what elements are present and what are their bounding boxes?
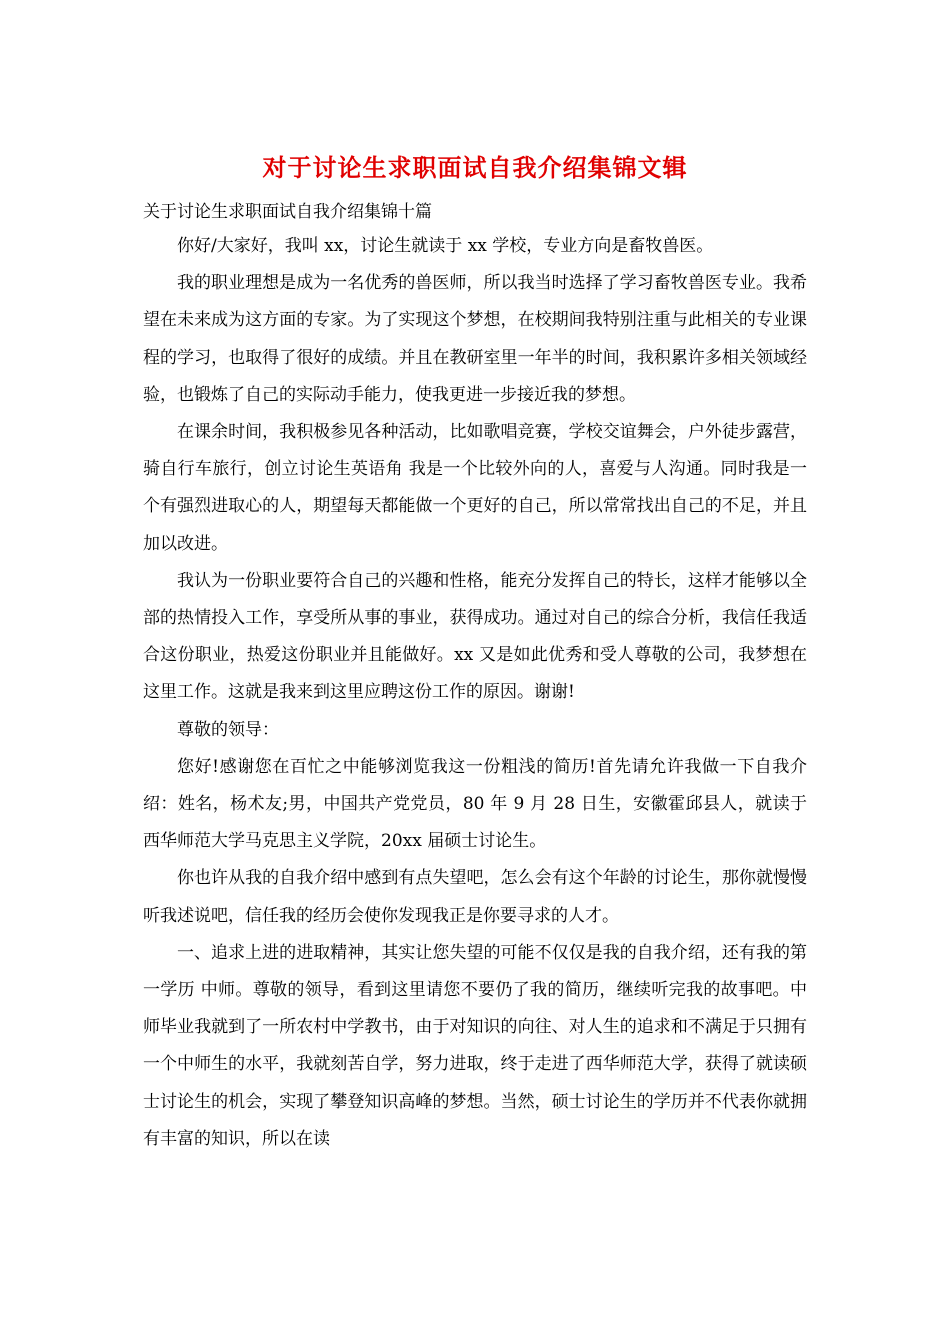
paragraph: 我认为一份职业要符合自己的兴趣和性格，能充分发挥自己的特长，这样才能够以全部的热情投入工作，享受所从事的事业，获得成功。通过对自己的综合分析，我信任我适合这份职业，热爱这份职业并且能做好。xx 又是如此优秀和受人尊敬的公司，我梦想在这里工作。这就是我来到这里应聘这份工作的原因。谢谢! [143, 570, 807, 703]
paragraph: 一、追求上进的进取精神，其实让您失望的可能不仅仅是我的自我介绍，还有我的第一学历 中师。尊敬的领导，看到这里请您不要仍了我的简历，继续听完我的故事吧。中师毕业我就到了一所农村中学教书，由于对知识的向往、对人生的追求和不满足于只拥有一个中师生的水平，我就刻苦自学，努力进取，终于走进了西华师范大学，获得了就读硕士讨论生的机会，实现了攀登知识高峰的梦想。当然，硕士讨论生的学历并不代表你就拥有丰富的知识，所以在读 [143, 942, 807, 1149]
document-body [143, 228, 807, 1158]
salutation: 尊敬的领导： [177, 719, 279, 740]
paragraph: 在课余时间，我积极参见各种活动，比如歌唱竞赛，学校交谊舞会，户外徒步露营，骑自行车旅行，创立讨论生英语角 我是一个比较外向的人，喜爱与人沟通。同时我是一个有强烈进取心的人，期望每天都能做一个更好的自己，所以常常找出自己的不足，并且加以改进。 [143, 422, 807, 554]
paragraph: 您好!感谢您在百忙之中能够浏览我这一份粗浅的简历!首先请允许我做一下自我介绍：姓名，杨术友;男，中国共产党党员，80 年 9 月 28 日生，安徽霍邱县人，就读于西华师范大学马克思主义学院，20xx 届硕士讨论生。 [143, 756, 807, 852]
document-title: 对于讨论生求职面试自我介绍集锦文辑 [262, 153, 688, 182]
document-subtitle: 关于讨论生求职面试自我介绍集锦十篇 [143, 202, 432, 222]
paragraph: 你好/大家好，我叫 xx，讨论生就读于 xx 学校，专业方向是畜牧兽医。 [177, 236, 714, 256]
paragraph: 你也许从我的自我介绍中感到有点失望吧，怎么会有这个年龄的讨论生，那你就慢慢听我述说吧，信任我的经历会使你发现我正是你要寻求的人才。 [143, 868, 807, 926]
paragraph: 我的职业理想是成为一名优秀的兽医师，所以我当时选择了学习畜牧兽医专业。我希望在未来成为这方面的专家。为了实现这个梦想，在校期间我特别注重与此相关的专业课程的学习，也取得了很好的成绩。并且在教研室里一年半的时间，我积累许多相关领域经验，也锻炼了自己的实际动手能力，使我更进一步接近我的梦想。 [143, 273, 807, 405]
